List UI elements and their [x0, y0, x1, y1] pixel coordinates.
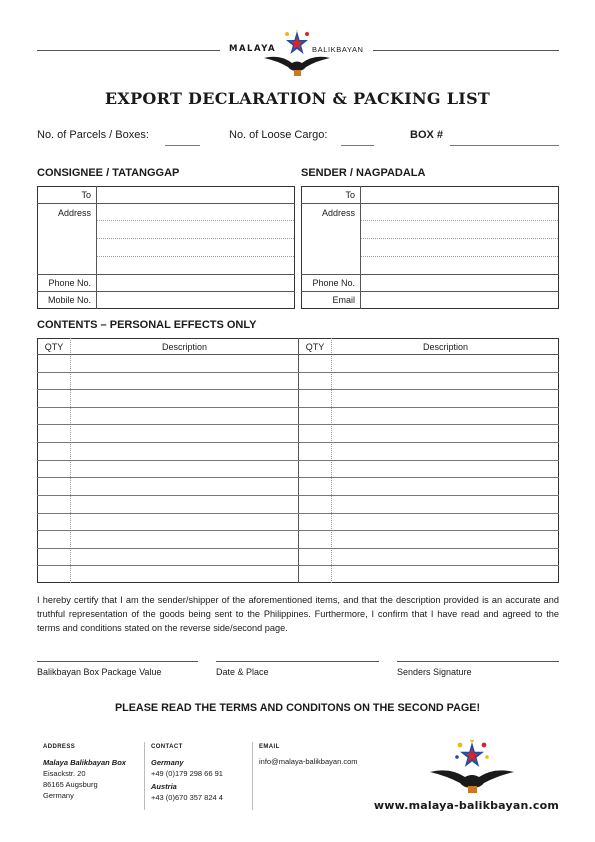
right-description-cell[interactable]: [332, 566, 559, 582]
date-place-label: Date & Place: [216, 667, 269, 677]
box-number-input[interactable]: [450, 145, 559, 146]
footer-divider: [252, 742, 253, 810]
right-description-cell[interactable]: [332, 461, 559, 477]
sender-heading: SENDER / NAGPADALA: [301, 167, 426, 179]
right-description-cell[interactable]: [332, 443, 559, 459]
left-description-cell[interactable]: [71, 425, 298, 441]
right-description-cell[interactable]: [332, 531, 559, 547]
left-description-cell[interactable]: [71, 355, 298, 371]
certification-text: I hereby certify that I am the sender/shipper of the aforementioned items, and that the description provided is an accurate and truthful representation of the goods being sent to the Philippines. Furthermore, I confirm that I have read and agreed to the terms and conditions stated on the reverse side/second page.: [37, 595, 559, 633]
left-qty-cell[interactable]: [37, 425, 70, 441]
footer-austria-phone[interactable]: +43 (0)670 357 824 4: [151, 793, 223, 802]
consignee-phone-field[interactable]: [97, 275, 294, 291]
sender-to-field[interactable]: [361, 187, 558, 203]
loose-cargo-label: No. of Loose Cargo:: [229, 129, 328, 141]
right-description-cell[interactable]: [332, 496, 559, 512]
consignee-address-field[interactable]: [97, 204, 294, 274]
right-qty-cell[interactable]: [298, 496, 331, 512]
left-qty-cell[interactable]: [37, 390, 70, 406]
right-qty-cell[interactable]: [298, 425, 331, 441]
left-description-cell[interactable]: [71, 531, 298, 547]
qty-header-right: QTY: [305, 342, 325, 352]
left-description-cell[interactable]: [71, 496, 298, 512]
left-description-cell[interactable]: [71, 566, 298, 582]
right-qty-cell[interactable]: [298, 408, 331, 424]
right-qty-cell[interactable]: [298, 373, 331, 389]
header-rule-left: [37, 50, 220, 51]
consignee-mobile-label: Mobile No.: [47, 295, 91, 305]
qty-header-left: QTY: [44, 342, 64, 352]
footer-contact-heading: CONTACT: [151, 744, 183, 750]
right-description-cell[interactable]: [332, 373, 559, 389]
terms-notice: PLEASE READ THE TERMS AND CONDITONS ON THE SECOND PAGE!: [114, 702, 481, 714]
package-value-label: Balikbayan Box Package Value: [37, 667, 162, 677]
eagle-star-logo-icon: [262, 30, 332, 80]
right-description-cell[interactable]: [332, 514, 559, 530]
website-link[interactable]: www.malaya-balikbayan.com: [373, 799, 559, 812]
right-qty-cell[interactable]: [298, 390, 331, 406]
sender-to-label: To: [345, 190, 355, 200]
footer-city: 86165 Augsburg: [43, 780, 98, 789]
description-header-left: Description: [161, 342, 208, 352]
left-description-cell[interactable]: [71, 549, 298, 565]
sender-email-label: Email: [332, 295, 355, 305]
right-qty-cell[interactable]: [298, 478, 331, 494]
footer-country: Germany: [43, 791, 74, 800]
consignee-to-field[interactable]: [97, 187, 294, 203]
footer-email-heading: EMAIL: [259, 744, 280, 750]
footer-germany-phone[interactable]: +49 (0)179 298 66 91: [151, 769, 223, 778]
left-qty-cell[interactable]: [37, 478, 70, 494]
footer-address-heading: ADDRESS: [43, 744, 76, 750]
parcels-input[interactable]: [165, 145, 200, 146]
sender-address-label: Address: [321, 208, 355, 218]
footer-company: Malaya Balikbayan Box: [43, 758, 126, 767]
sender-email-field[interactable]: [361, 292, 558, 308]
left-description-cell[interactable]: [71, 461, 298, 477]
consignee-phone-label: Phone No.: [48, 278, 91, 288]
signature-label: Senders Signature: [397, 667, 472, 677]
brand-name-balikbayan: BALIKBAYAN: [312, 45, 364, 54]
footer-email-link[interactable]: info@malaya-balikbayan.com: [259, 757, 358, 766]
left-qty-cell[interactable]: [37, 496, 70, 512]
sender-address-field[interactable]: [361, 204, 558, 274]
loose-cargo-input[interactable]: [341, 145, 374, 146]
left-qty-cell[interactable]: [37, 549, 70, 565]
left-qty-cell[interactable]: [37, 355, 70, 371]
footer-divider: [144, 742, 145, 810]
left-qty-cell[interactable]: [37, 373, 70, 389]
sender-phone-label: Phone No.: [312, 278, 355, 288]
right-description-cell[interactable]: [332, 390, 559, 406]
header-rule-right: [373, 50, 559, 51]
box-number-label: BOX #: [410, 129, 444, 141]
right-qty-cell[interactable]: [298, 355, 331, 371]
left-description-cell[interactable]: [71, 408, 298, 424]
right-description-cell[interactable]: [332, 408, 559, 424]
left-description-cell[interactable]: [71, 373, 298, 389]
package-value-input[interactable]: [37, 661, 198, 662]
consignee-to-label: To: [81, 190, 91, 200]
right-qty-cell[interactable]: [298, 461, 331, 477]
contents-heading: CONTENTS – PERSONAL EFFECTS ONLY: [37, 319, 257, 331]
left-qty-cell[interactable]: [37, 566, 70, 582]
right-description-cell[interactable]: [332, 425, 559, 441]
left-qty-cell[interactable]: [37, 443, 70, 459]
page-title: EXPORT DECLARATION & PACKING LIST: [104, 89, 491, 108]
right-description-cell[interactable]: [332, 549, 559, 565]
description-header-right: Description: [422, 342, 469, 352]
eagle-star-logo-icon: [428, 740, 516, 796]
right-qty-cell[interactable]: [298, 531, 331, 547]
right-description-cell[interactable]: [332, 355, 559, 371]
signature-input[interactable]: [397, 661, 559, 662]
left-qty-cell[interactable]: [37, 408, 70, 424]
right-qty-cell[interactable]: [298, 443, 331, 459]
consignee-heading: CONSIGNEE / TATANGGAP: [37, 167, 180, 179]
date-place-input[interactable]: [216, 661, 379, 662]
consignee-mobile-field[interactable]: [97, 292, 294, 308]
footer-street: Eisackstr. 20: [43, 769, 86, 778]
right-qty-cell[interactable]: [298, 566, 331, 582]
consignee-address-label: Address: [57, 208, 91, 218]
right-qty-cell[interactable]: [298, 549, 331, 565]
footer-austria-label: Austria: [151, 782, 177, 791]
left-description-cell[interactable]: [71, 390, 298, 406]
left-description-cell[interactable]: [71, 514, 298, 530]
footer-germany-label: Germany: [151, 758, 184, 767]
right-qty-cell[interactable]: [298, 514, 331, 530]
parcels-label: No. of Parcels / Boxes:: [37, 129, 149, 141]
left-qty-cell[interactable]: [37, 531, 70, 547]
left-qty-cell[interactable]: [37, 461, 70, 477]
left-qty-cell[interactable]: [37, 514, 70, 530]
left-description-cell[interactable]: [71, 478, 298, 494]
right-description-cell[interactable]: [332, 478, 559, 494]
brand-name-malaya: MALAYA: [229, 44, 277, 54]
sender-phone-field[interactable]: [361, 275, 558, 291]
left-description-cell[interactable]: [71, 443, 298, 459]
